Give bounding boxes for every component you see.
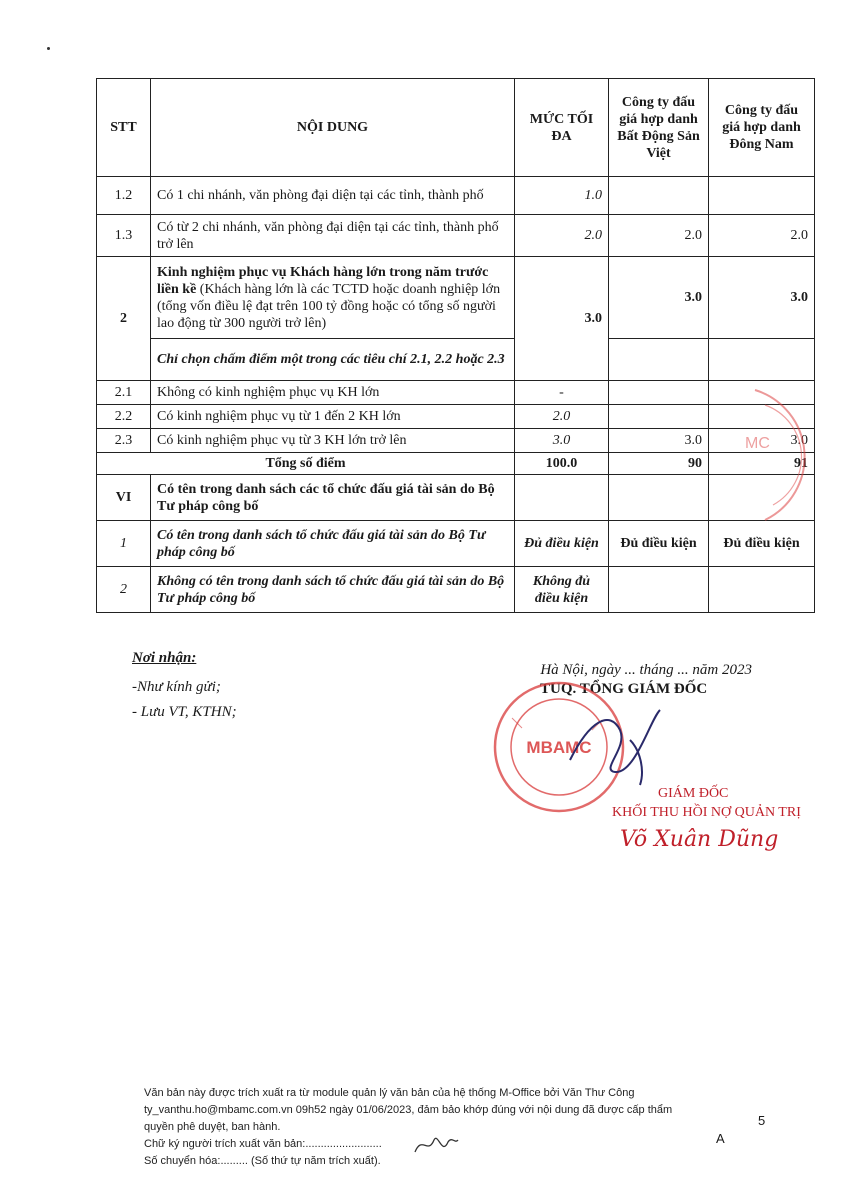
svg-text:MC: MC — [745, 435, 770, 452]
recipient-line: -Như kính gửi; — [132, 679, 221, 695]
cell-content — [151, 257, 515, 339]
cell-stt: 2 — [97, 567, 151, 613]
total-company-1: 90 — [609, 453, 709, 475]
header-stt: STT — [97, 79, 151, 177]
cell-content: Có kinh nghiệm phục vụ từ 1 đến 2 KH lớn — [151, 405, 515, 429]
cell-max: 1.0 — [515, 177, 609, 215]
recipients — [132, 650, 237, 729]
speck — [47, 47, 50, 50]
cell-stt: 2 — [97, 257, 151, 381]
cell-content: Có kinh nghiệm phục vụ từ 3 KH lớn trở lên — [151, 429, 515, 453]
table-row — [97, 521, 815, 567]
cell-company-1 — [609, 475, 709, 521]
cell-max: Đủ điều kiện — [515, 521, 609, 567]
cell-stt: 2.3 — [97, 429, 151, 453]
cell-max: Không đủ điều kiện — [515, 567, 609, 613]
table-row — [97, 339, 815, 381]
corner-mark: A — [716, 1131, 725, 1146]
partial-stamp-icon — [725, 380, 825, 530]
header-company-2: Công ty đấu giá hợp danh Đông Nam — [709, 79, 815, 177]
table-row — [97, 429, 815, 453]
cell-max: 3.0 — [515, 257, 609, 381]
cell-content: Chỉ chọn chấm điểm một trong các tiêu chí 2.1, 2.2 hoặc 2.3 — [151, 339, 515, 381]
cell-max: 2.0 — [515, 215, 609, 257]
cell-content: Có tên trong danh sách tổ chức đấu giá tài sản do Bộ Tư pháp công bố — [151, 521, 515, 567]
table-row — [97, 567, 815, 613]
footer-line: quyền phê duyệt, ban hành. — [144, 1121, 281, 1133]
cell-company-1 — [609, 339, 709, 381]
table-row — [97, 215, 815, 257]
cell-stt: VI — [97, 475, 151, 521]
page-number: 5 — [758, 1113, 766, 1128]
footer-line: Chữ ký người trích xuất văn bản:......................... — [144, 1138, 382, 1150]
signer-authority: TUQ. TỔNG GIÁM ĐỐC — [540, 681, 708, 697]
cell-company-2 — [709, 177, 815, 215]
cell-company-1: 2.0 — [609, 215, 709, 257]
cell-content-bold: Kinh nghiệm phục vụ Khách hàng lớn trong năm trước liền kề — [157, 264, 489, 297]
cell-company-2 — [709, 339, 815, 381]
footer-line: Số chuyển hóa:......... (Số thứ tự năm trích xuất). — [144, 1155, 381, 1167]
cell-content: Có 1 chi nhánh, văn phòng đại diện tại các tỉnh, thành phố — [151, 177, 515, 215]
cell-company-2: 3.0 — [709, 257, 815, 339]
extractor-signature-icon — [410, 1130, 460, 1160]
total-company-2: 91 — [709, 453, 815, 475]
table-row — [97, 405, 815, 429]
header-noi-dung: NỘI DUNG — [151, 79, 515, 177]
signer-title: GIÁM ĐỐC — [658, 786, 729, 801]
cell-stt: 1 — [97, 521, 151, 567]
cell-company-1: 3.0 — [609, 429, 709, 453]
cell-company-1 — [609, 567, 709, 613]
header-muc-toi-da: MỨC TỐI ĐA — [515, 79, 609, 177]
total-max: 100.0 — [515, 453, 609, 475]
table-row — [97, 381, 815, 405]
cell-company-1: Đủ điều kiện — [609, 521, 709, 567]
score-table — [96, 78, 815, 613]
cell-max: 2.0 — [515, 405, 609, 429]
cell-content: Không có kinh nghiệm phục vụ KH lớn — [151, 381, 515, 405]
cell-stt: 2.1 — [97, 381, 151, 405]
footer-line: Văn bản này được trích xuất ra từ module quản lý văn bản của hệ thống M-Office bởi Văn Thư Công — [144, 1087, 635, 1099]
date-line: Hà Nội, ngày ... tháng ... năm 2023 — [540, 662, 752, 678]
cell-content: Có từ 2 chi nhánh, văn phòng đại diện tại các tỉnh, thành phố trở lên — [151, 215, 515, 257]
recipients-heading: Nơi nhận: — [132, 650, 197, 666]
cell-stt: 2.2 — [97, 405, 151, 429]
cell-max: - — [515, 381, 609, 405]
cell-content: Có tên trong danh sách các tổ chức đấu giá tài sản do Bộ Tư pháp công bố — [151, 475, 515, 521]
cell-company-1: 3.0 — [609, 257, 709, 339]
seal-text: MBAMC — [526, 738, 592, 757]
cell-content: Không có tên trong danh sách tổ chức đấu giá tài sản do Bộ Tư pháp công bố — [151, 567, 515, 613]
cell-company-1 — [609, 177, 709, 215]
table-header-row — [97, 79, 815, 177]
table-row — [97, 475, 815, 521]
cell-company-2: 3.0 — [709, 429, 815, 453]
cell-max — [515, 475, 609, 521]
total-label: Tổng số điểm — [97, 453, 515, 475]
cell-company-2 — [709, 567, 815, 613]
cell-stt: 1.3 — [97, 215, 151, 257]
footer-line: ty_vanthu.ho@mbamc.com.vn 09h52 ngày 01/06/2023, đảm bảo khớp đúng với nội dung đã được cấp thẩm — [144, 1104, 673, 1116]
signer-division: KHỐI THU HỒI NỢ QUẢN TRỊ — [612, 805, 801, 820]
cell-stt: 1.2 — [97, 177, 151, 215]
recipient-line: - Lưu VT, KTHN; — [132, 704, 237, 720]
signature-scribble-icon — [560, 700, 670, 790]
table-row — [97, 177, 815, 215]
cell-company-1 — [609, 405, 709, 429]
cell-content-rest: (Khách hàng lớn là các TCTD hoặc doanh nghiệp lớn (tổng vốn điều lệ đạt trên 100 tỷ đồng hoặc có tổng số người lao động từ 300 người trở lên) — [157, 281, 501, 331]
total-row — [97, 453, 815, 475]
cell-company-2: Đủ điều kiện — [709, 521, 815, 567]
header-company-1: Công ty đấu giá hợp danh Bất Động Sản Việt — [609, 79, 709, 177]
cell-company-1 — [609, 381, 709, 405]
cell-company-2: 2.0 — [709, 215, 815, 257]
signer-name: Võ Xuân Dũng — [620, 827, 779, 852]
table-row — [97, 257, 815, 339]
cell-max: 3.0 — [515, 429, 609, 453]
